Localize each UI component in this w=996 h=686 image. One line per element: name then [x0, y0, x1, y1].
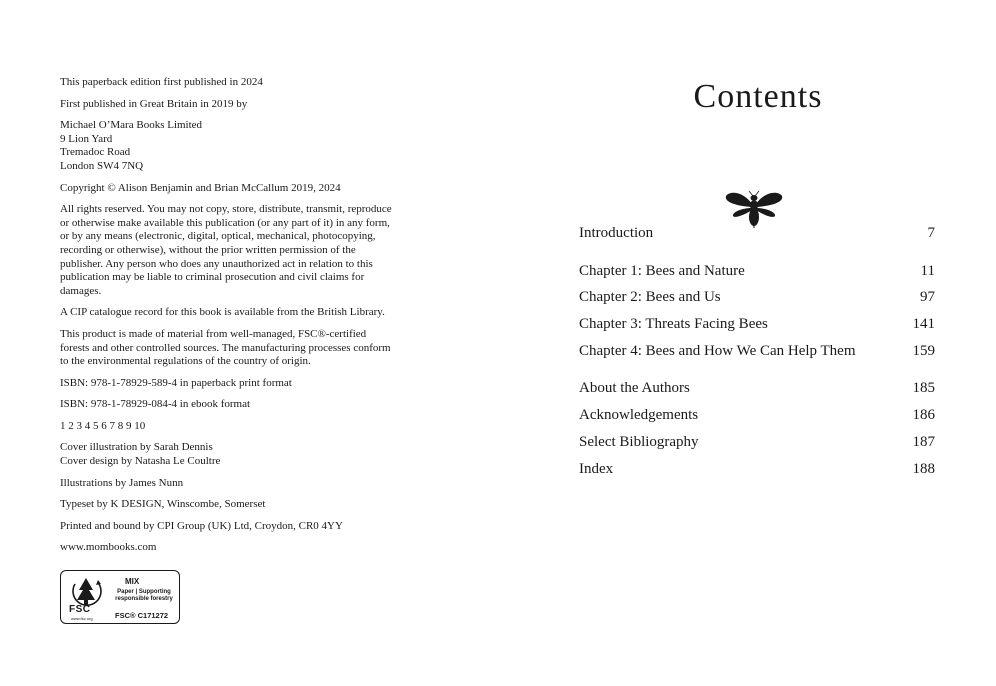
imprint-paragraph	[60, 182, 422, 196]
imprint-line: to the environmental regulations of the country of origin.	[60, 355, 311, 368]
fsc-mix: MIX	[125, 577, 140, 586]
imprint-paragraph	[60, 306, 422, 320]
imprint-paragraph	[60, 377, 422, 391]
imprint-line: publisher. Any person who does any unauthorized act in relation to this	[60, 257, 373, 270]
fsc-description-line: responsible forestry	[115, 596, 173, 602]
imprint-paragraph	[60, 520, 422, 534]
imprint-block	[60, 76, 422, 563]
imprint-line: London SW4 7NQ	[60, 159, 144, 172]
imprint-paragraph	[60, 498, 422, 512]
imprint-line: A CIP catalogue record for this book is available from the British Library.	[60, 306, 385, 319]
imprint-line: All rights reserved. You may not copy, store, distribute, transmit, reproduce	[60, 203, 392, 216]
toc-group	[579, 220, 935, 247]
imprint-line: First published in Great Britain in 2019 by	[60, 97, 248, 110]
imprint-line: Printed and bound by CPI Group (UK) Ltd, Croydon, CR0 4YY	[60, 519, 343, 532]
toc-entry-label: Chapter 2: Bees and Us	[579, 289, 721, 306]
toc-entry-page-number: 159	[912, 342, 935, 359]
imprint-line: ISBN: 978-1-78929-589-4 in paperback print format	[60, 376, 292, 389]
toc-entry[interactable]	[579, 284, 935, 311]
toc-entry-page-number: 97	[920, 289, 935, 306]
toc-entry[interactable]	[579, 402, 935, 429]
imprint-line: damages.	[60, 284, 102, 297]
fsc-description	[111, 589, 177, 603]
toc-entry-page-number: 188	[912, 460, 935, 477]
toc-entry[interactable]	[579, 311, 935, 338]
imprint-line: This product is made of material from well-managed, FSC®-certified	[60, 327, 367, 340]
imprint-line: recording or otherwise), without the prior written permission of the	[60, 243, 356, 256]
imprint-paragraph	[60, 98, 422, 112]
toc-entry-label: Index	[579, 460, 614, 477]
toc-entry[interactable]	[579, 338, 935, 365]
imprint-line: Typeset by K DESIGN, Winscombe, Somerset	[60, 498, 266, 511]
imprint-line: This paperback edition first published in 2024	[60, 76, 263, 88]
imprint-paragraph	[60, 398, 422, 412]
toc-entry-label: Select Bibliography	[579, 433, 699, 450]
toc-entry-page-number: 186	[912, 407, 935, 424]
toc-entry-page-number: 141	[912, 316, 935, 333]
toc-entry-page-number: 185	[912, 380, 935, 397]
imprint-line: ISBN: 978-1-78929-084-4 in ebook format	[60, 398, 251, 411]
toc-entry-page-number: 7	[927, 225, 935, 241]
toc-entry[interactable]	[579, 258, 935, 285]
imprint-line: publication may be liable to criminal prosecution and civil claims for	[60, 271, 365, 284]
imprint-paragraph	[60, 119, 422, 173]
toc-entry-label: Acknowledgements	[579, 407, 699, 424]
imprint-line: Michael O’Mara Books Limited	[60, 119, 203, 132]
fsc-url: www.fsc.org	[71, 616, 93, 621]
toc-group	[579, 375, 935, 482]
imprint-line: Cover illustration by Sarah Dennis	[60, 441, 213, 454]
imprint-line: forests and other controlled sources. The manufacturing processes conform	[60, 341, 391, 354]
imprint-line: 1 2 3 4 5 6 7 8 9 10	[60, 419, 146, 432]
imprint-line: 9 Lion Yard	[60, 132, 113, 145]
imprint-line: or otherwise make available this publication (or any part of it) in any form,	[60, 216, 390, 229]
imprint-line: or by any means (electronic, digital, optical, mechanical, photocopying,	[60, 230, 376, 243]
toc-entry-label: Chapter 4: Bees and How We Can Help Them	[579, 342, 856, 359]
toc-entry[interactable]	[579, 429, 935, 456]
toc-entry-label: Introduction	[579, 225, 654, 241]
table-of-contents	[579, 220, 935, 482]
imprint-line: Copyright © Alison Benjamin and Brian McCallum 2019, 2024	[60, 181, 341, 194]
toc-entry[interactable]	[579, 220, 935, 247]
fsc-description-line: Paper | Supporting	[117, 589, 171, 595]
toc-entry-label: Chapter 1: Bees and Nature	[579, 262, 745, 279]
fsc-code: FSC® C171272	[115, 611, 169, 620]
toc-entry[interactable]	[579, 456, 935, 483]
imprint-paragraph	[60, 477, 422, 491]
imprint-paragraph	[60, 441, 422, 468]
imprint-line: Illustrations by James Nunn	[60, 476, 184, 489]
toc-entry-label: Chapter 3: Threats Facing Bees	[579, 316, 768, 333]
fsc-logo-text: FSC	[69, 604, 91, 615]
contents-page	[498, 0, 996, 686]
imprint-paragraph	[60, 203, 422, 298]
imprint-paragraph	[60, 76, 422, 90]
toc-entry-label: About the Authors	[579, 380, 690, 397]
fsc-label	[60, 570, 180, 624]
contents-title: Contents	[693, 78, 823, 115]
imprint-line: Tremadoc Road	[60, 146, 131, 159]
imprint-paragraph	[60, 420, 422, 434]
imprint-paragraph	[60, 328, 422, 369]
toc-group	[579, 258, 935, 365]
toc-entry[interactable]	[579, 375, 935, 402]
imprint-paragraph	[60, 541, 422, 555]
imprint-line: www.mombooks.com	[60, 541, 157, 554]
toc-entry-page-number: 187	[912, 433, 935, 450]
imprint-line: Cover design by Natasha Le Coultre	[60, 455, 221, 468]
toc-entry-page-number: 11	[920, 262, 935, 279]
